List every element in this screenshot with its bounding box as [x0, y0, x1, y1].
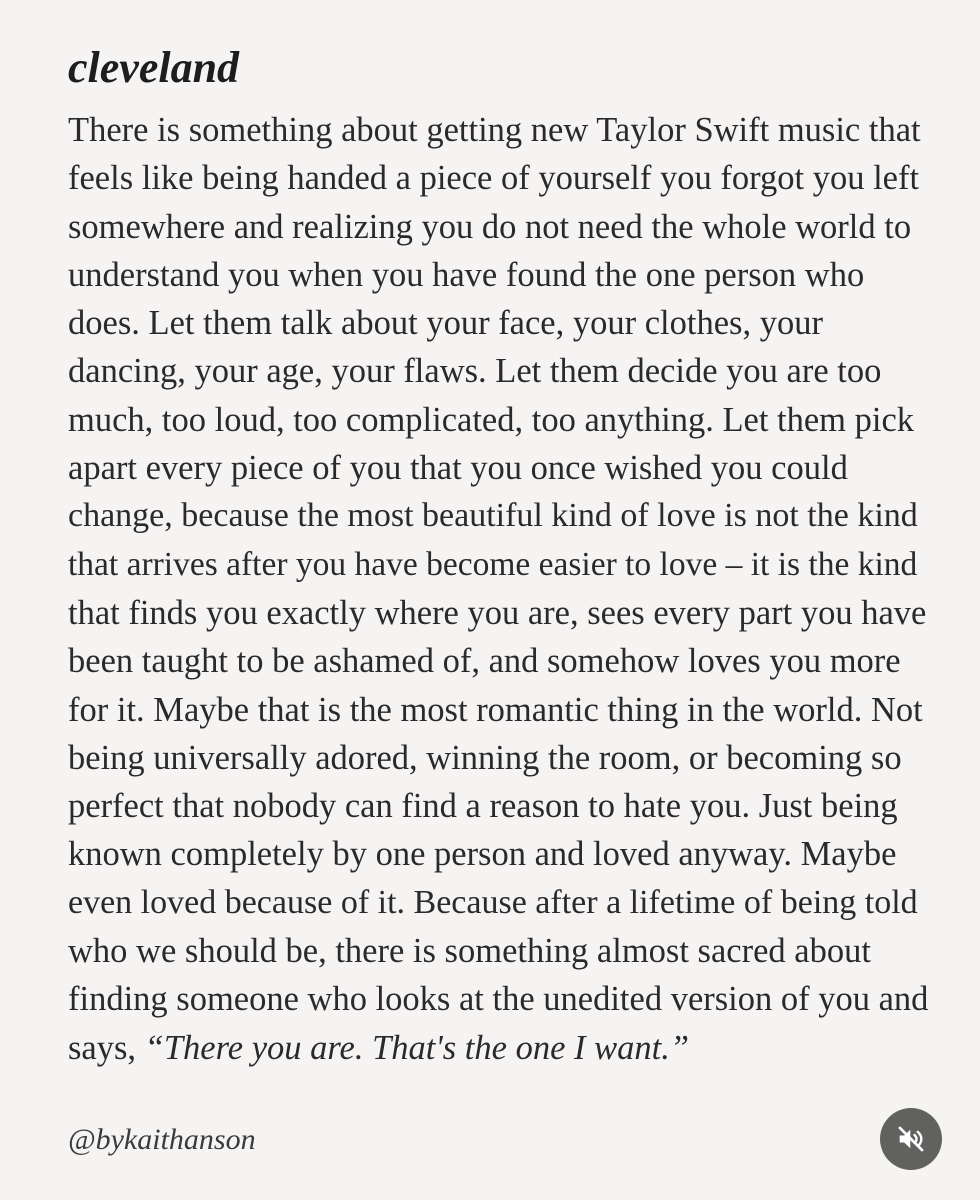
body-line: been taught to be ashamed of, and somehow loves you more [68, 642, 901, 681]
body-line: that finds you exactly where you are, sees every part you have [68, 593, 927, 632]
post-body [68, 106, 928, 1072]
body-line: much, too loud, too complicated, too anything. Let them pick [68, 400, 915, 439]
body-line: change, because the most beautiful kind of love is not the kind [68, 497, 918, 535]
body-line: finding someone who looks at the unedited version of you and [68, 980, 929, 1019]
body-line: who we should be, there is something almost sacred about [68, 932, 871, 971]
body-line: being universally adored, winning the room, or becoming so [68, 738, 902, 777]
body-line: known completely by one person and loved anyway. Maybe [68, 835, 897, 874]
closing-quote: “There you are. That's the one I want.” [144, 1028, 690, 1067]
body-line: understand you when you have found the one person who [68, 255, 865, 294]
post-title: cleveland [68, 43, 240, 92]
body-line: does. Let them talk about your face, your clothes, your [68, 304, 823, 343]
body-line-last [68, 1024, 928, 1072]
body-line: for it. Maybe that is the most romantic thing in the world. Not [68, 690, 923, 729]
speaker-muted-icon [894, 1122, 928, 1156]
body-line: somewhere and realizing you do not need the whole world to [68, 207, 912, 246]
body-line: even loved because of it. Because after a lifetime of being told [68, 883, 918, 921]
body-line: There is something about getting new Taylor Swift music that [68, 111, 921, 149]
mute-button[interactable] [880, 1108, 942, 1170]
body-line: apart every piece of you that you once wished you could [68, 449, 848, 488]
last-line-prefix: says, [68, 1028, 145, 1067]
body-line: perfect that nobody can find a reason to hate you. Just being [68, 787, 898, 826]
body-line: that arrives after you have become easier to love – it is the kind [68, 545, 918, 583]
body-line: feels like being handed a piece of yourself you forgot you left [68, 159, 920, 198]
body-line: dancing, your age, your flaws. Let them decide you are too [68, 352, 882, 391]
author-handle: @bykaithanson [68, 1123, 256, 1156]
